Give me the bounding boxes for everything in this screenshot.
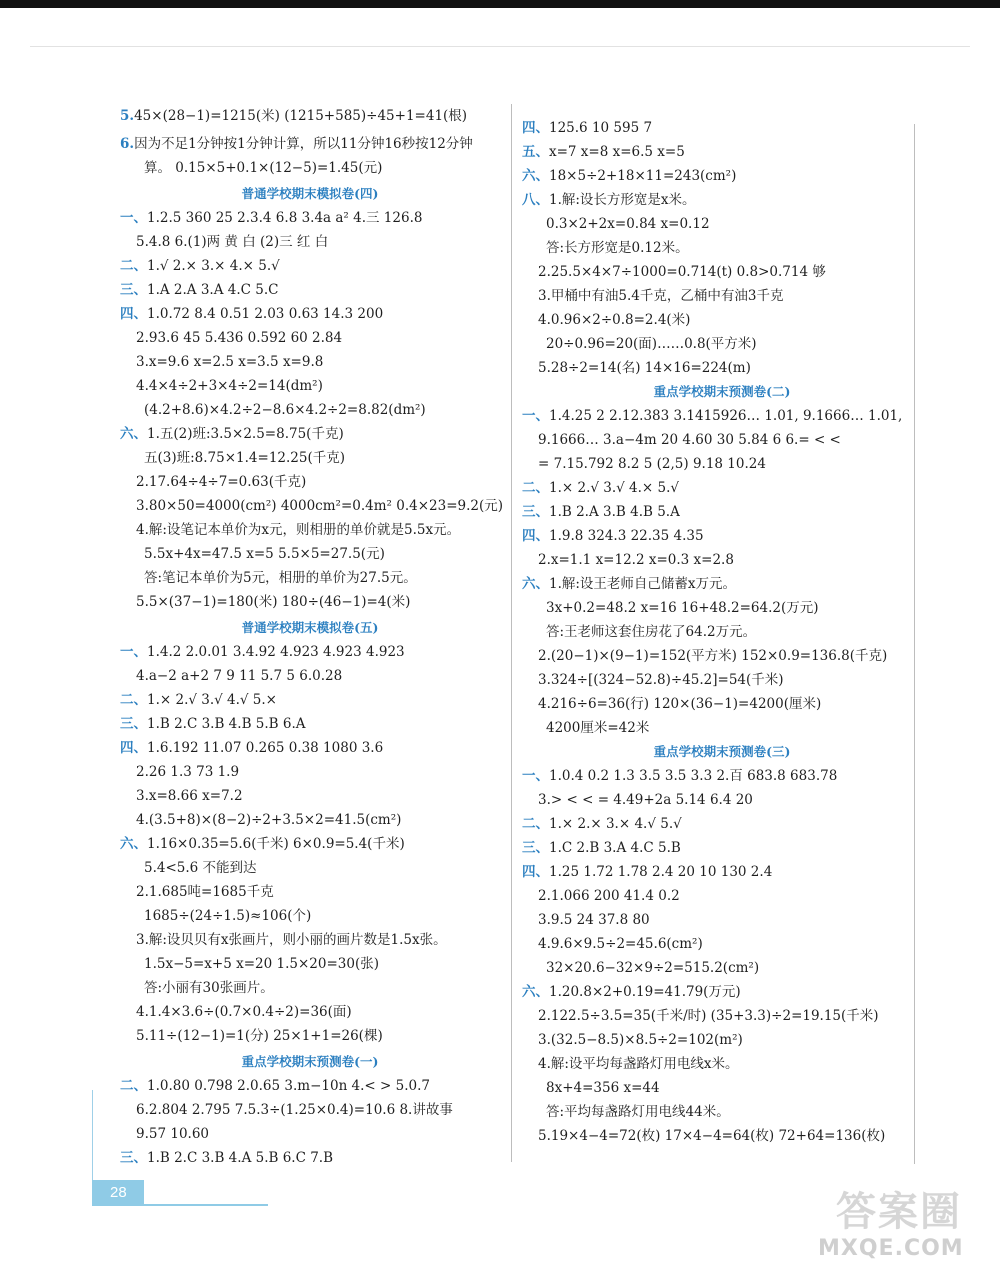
answer-line [136,786,243,806]
answer-text: 1.9.8 324.3 22.35 4.35 [549,528,704,544]
answer-line [538,1054,739,1074]
question-number: 一、 [522,768,549,784]
answer-line [144,954,379,974]
answer-text: 1.5x−5=x+5 x=20 1.5×20=30(张) [144,956,379,972]
answer-text: 答:小丽有30张画片。 [144,980,274,996]
answer-line [144,568,417,588]
answer-text: 4.4×4÷2+3×4÷2=14(dm²) [136,378,323,394]
answer-text: 1.6.192 11.07 0.265 0.38 1080 3.6 [147,740,384,756]
answer-line [538,670,784,690]
answer-line [538,1126,885,1146]
answer-text: 9.1666… 3.a−4m 20 4.60 30 5.84 6 6.= < < [538,432,841,448]
question-number: 八、 [522,192,549,208]
answer-text: 五(3)班:8.75×1.4=12.25(千克) [144,450,346,466]
answer-text: 1.解:设长方形宽是x米。 [549,192,696,208]
answer-text: 4.0.96×2÷0.8=2.4(米) [538,312,691,328]
section-title: 重点学校期末预测卷(二) [653,384,791,399]
answer-text: 5.5×(37−1)=180(米) 180÷(46−1)=4(米) [136,594,411,610]
answer-line [546,718,649,738]
answer-line [538,430,841,450]
question-number: 一、 [120,644,147,660]
answer-text: 4.解:设笔记本单价为x元，则相册的单价就是5.5x元。 [136,522,461,538]
answer-line [522,166,736,186]
answer-text: 1.五(2)班:3.5×2.5=8.75(千克) [147,426,344,442]
answer-line [120,1076,430,1096]
answer-text: 2.93.6 45 5.436 0.592 60 2.84 [136,330,343,346]
answer-text: 5.19×4−4=72(枚) 17×4−4=64(枚) 72+64=136(枚) [538,1128,886,1144]
question-number: 四、 [120,306,147,322]
answer-text: 因为不足1分钟按1分钟计算，所以11分钟16秒按12分钟 [134,136,473,152]
page-number: 28 [92,1180,144,1206]
answer-text: 5.4<5.6 不能到达 [144,860,257,876]
answer-text: 1.4.25 2 2.12.383 3.1415926… 1.01, 9.1666… 1.01, [549,408,903,424]
answer-text: 1.16×0.35=5.6(千米) 6×0.9=5.4(千米) [147,836,405,852]
answer-text: 1.× 2.√ 3.√ 4.√ 5.× [147,692,277,708]
answer-line [144,858,257,878]
answer-line [538,694,821,714]
answer-line [522,526,704,546]
answer-text: 6.2.804 2.795 7.5.3÷(1.25×0.4)=10.6 8.讲故事 [136,1102,453,1118]
answer-text: 1.25 1.72 1.78 2.4 20 10 130 2.4 [549,864,773,880]
answer-text: 1.0.80 0.798 2.0.65 3.m−10n 4.< > 5.0.7 [147,1078,430,1094]
answer-text: 3.x=9.6 x=2.5 x=3.5 x=9.8 [136,354,324,370]
answer-line [144,544,385,564]
answer-line [538,550,734,570]
question-number: 四、 [522,864,549,880]
answer-line [144,448,345,468]
question-number: 三、 [120,282,147,298]
question-number: 三、 [120,1150,147,1166]
answer-text: 4200厘米=42米 [546,720,650,736]
answer-line [144,400,426,420]
question-number: 六、 [120,426,147,442]
answer-line [546,238,689,258]
answer-line [522,574,736,594]
answer-text: 20÷0.96=20(面)……0.8(平方米) [546,336,757,352]
answer-line [136,592,410,612]
answer-line [120,280,278,300]
answer-text: 2.26 1.3 73 1.9 [136,764,240,780]
answer-line [538,934,703,954]
answer-line [136,1124,209,1144]
answer-text: 3.324÷[(324−52.8)÷45.2]=54(千米) [538,672,784,688]
answer-line [538,1030,743,1050]
question-number: 三、 [120,716,147,732]
answer-text: 3.x=8.66 x=7.2 [136,788,243,804]
answer-line [136,1100,453,1120]
answer-text: 4.1.4×3.6÷(0.7×0.4÷2)=36(面) [136,1004,352,1020]
answer-line [120,134,473,154]
answer-text: 32×20.6−32×9÷2=515.2(cm²) [546,960,760,976]
question-number: 二、 [120,1078,147,1094]
answer-line [522,406,902,426]
column-divider [511,104,512,1162]
answer-line [546,1102,730,1122]
section-title: 普通学校期末模拟卷(四) [241,186,379,201]
answer-text: 2.1.066 200 41.4 0.2 [538,888,680,904]
answer-text: 3.(32.5−8.5)×8.5÷2=102(m²) [538,1032,743,1048]
answer-line [120,714,306,734]
question-number: 六、 [120,836,147,852]
question-number: 四、 [522,120,549,136]
answer-line [546,598,819,618]
answer-text: 答:长方形宽是0.12米。 [546,240,689,256]
answer-text: 2.1.685吨=1685千克 [136,884,274,900]
answer-text: 1.√ 2.× 3.× 4.× 5.√ [147,258,280,274]
answer-line [136,328,342,348]
answer-line [136,376,323,396]
answer-text: 3.甲桶中有油5.4千克，乙桶中有油3千克 [538,288,784,304]
answer-line [546,1078,660,1098]
answer-line [538,286,783,306]
answer-line [538,1006,879,1026]
answer-text: 答:王老师这套住房花了64.2万元。 [546,624,757,640]
answer-line [546,958,759,978]
answer-line [522,838,681,858]
answer-text: 1.解:设王老师自己储蓄x万元。 [549,576,737,592]
question-number: 二、 [522,480,549,496]
answer-line [538,262,826,282]
answer-line [522,190,696,210]
answer-text: 2.25.5×4×7÷1000=0.714(t) 0.8>0.714 够 [538,264,826,280]
answer-text: 8x+4=356 x=44 [546,1080,660,1096]
answer-text: 18×5÷2+18×11=243(cm²) [549,168,737,184]
answer-text: 1.20.8×2+0.19=41.79(万元) [549,984,741,1000]
answer-line [546,334,757,354]
watermark-logo: 答案圈 [836,1189,962,1235]
question-number: 六、 [522,168,549,184]
answer-text: 3.80×50=4000(cm²) 4000cm²=0.4m² 0.4×23=9.2(元) [136,498,504,514]
answer-text: 2.x=1.1 x=12.2 x=0.3 x=2.8 [538,552,734,568]
answer-text: x=7 x=8 x=6.5 x=5 [549,144,685,160]
question-number: 5. [120,108,135,124]
answer-text: 1.0.4 0.2 1.3 3.5 3.5 3.3 2.百 683.8 683.78 [549,768,838,784]
answer-text: 1685÷(24÷1.5)≈106(个) [144,908,312,924]
answer-line [522,814,682,834]
answer-text: 4.(3.5+8)×(8−2)÷2+3.5×2=41.5(cm²) [136,812,402,828]
question-number: 六、 [522,984,549,1000]
answer-text: 算。 0.15×5+0.1×(12−5)=1.45(元) [144,160,383,176]
answer-line [136,930,447,950]
answer-line [136,520,460,540]
answer-text: 1.0.72 8.4 0.51 2.03 0.63 14.3 200 [147,306,384,322]
answer-text: 1.B 2.A 3.B 4.B 5.A [549,504,680,520]
answer-text: 2.122.5÷3.5=35(千米/时) (35+3.3)÷2=19.15(千米) [538,1008,879,1024]
answer-line [136,496,503,516]
answer-line [522,862,772,882]
answer-text: 答:笔记本单价为5元，相册的单价为27.5元。 [144,570,417,586]
answer-line [120,304,383,324]
answer-line [136,352,323,372]
answer-line [136,1002,352,1022]
answer-text: 4.解:设平均每盏路灯用电线x米。 [538,1056,739,1072]
answer-line [120,738,383,758]
answer-text: 1.× 2.× 3.× 4.√ 5.√ [549,816,682,832]
answer-text: 9.57 10.60 [136,1126,209,1142]
question-number: 6. [120,136,135,152]
answer-text: 0.3×2+2x=0.84 x=0.12 [546,216,710,232]
answer-text: 5.5x+4x=47.5 x=5 5.5×5=27.5(元) [144,546,385,562]
answer-text: 1.2.5 360 25 2.3.4 6.8 3.4a a² 4.三 126.8 [147,210,423,226]
answer-line [538,454,766,474]
answer-line [120,256,280,276]
answer-line [538,790,753,810]
answer-line [120,424,344,444]
answer-text: 1.× 2.√ 3.√ 4.× 5.√ [549,480,679,496]
answer-text: 3.> < < = 4.49+2a 5.14 6.4 20 [538,792,753,808]
answer-text: 45×(28−1)=1215(米) (1215+585)÷45+1=41(根) [134,108,468,124]
answer-line [120,1148,333,1168]
answer-text: 5.11÷(12−1)=1(分) 25×1+1=26(棵) [136,1028,383,1044]
question-number: 三、 [522,504,549,520]
top-bar [0,0,1000,8]
answer-line [120,834,405,854]
question-number: 二、 [120,258,147,274]
answer-text: 2.17.64÷4÷7=0.63(千克) [136,474,307,490]
answer-text: 125.6 10 595 7 [549,120,653,136]
answer-line [144,158,382,178]
answer-line [120,208,422,228]
answer-line [522,142,685,162]
answer-line [538,886,680,906]
question-number: 一、 [522,408,549,424]
question-number: 六、 [522,576,549,592]
answer-line [522,502,680,522]
answer-line [136,666,342,686]
question-number: 三、 [522,840,549,856]
page-number-rule [144,1204,268,1206]
answer-text: 3.9.5 24 37.8 80 [538,912,650,928]
answer-line [144,978,274,998]
answer-text: 3x+0.2=48.2 x=16 16+48.2=64.2(万元) [546,600,819,616]
answer-line [120,106,467,126]
answer-line [522,982,741,1002]
answer-line [538,358,751,378]
answer-text: 1.C 2.B 3.A 4.C 5.B [549,840,681,856]
answer-text: 4.9.6×9.5÷2=45.6(cm²) [538,936,703,952]
answer-line [120,642,405,662]
answer-text: 2.(20−1)×(9−1)=152(平方米) 152×0.9=136.8(千克) [538,648,888,664]
answer-line [538,310,690,330]
answer-line [538,910,650,930]
answer-text: 1.B 2.C 3.B 4.A 5.B 6.C 7.B [147,1150,334,1166]
watermark-url: MXQE.COM [818,1236,964,1261]
answer-line [136,472,306,492]
answer-text: = 7.15.792 8.2 5 (2,5) 9.18 10.24 [538,456,766,472]
answer-line [136,1026,383,1046]
question-number: 四、 [522,528,549,544]
answer-line [144,906,311,926]
answer-text: 1.4.2 2.0.01 3.4.92 4.923 4.923 4.923 [147,644,405,660]
answer-line [522,118,652,138]
answer-line [546,214,710,234]
answer-line [136,882,274,902]
answer-text: 3.解:设贝贝有x张画片，则小丽的画片数是1.5x张。 [136,932,447,948]
answer-text: 1.B 2.C 3.B 4.B 5.B 6.A [147,716,306,732]
section-title: 重点学校期末预测卷(一) [241,1054,379,1069]
answer-line [546,622,756,642]
top-rule [30,46,970,47]
answer-text: (4.2+8.6)×4.2÷2−8.6×4.2÷2=8.82(dm²) [144,402,426,418]
section-title: 普通学校期末模拟卷(五) [241,620,379,635]
answer-line [538,646,887,666]
right-margin-rule [914,124,915,1164]
answer-text: 5.4.8 6.(1)两 黄 白 (2)三 红 白 [136,234,329,250]
answer-line [136,762,239,782]
question-number: 二、 [120,692,147,708]
answer-text: 1.A 2.A 3.A 4.C 5.C [147,282,279,298]
answer-text: 5.28÷2=14(名) 14×16=224(m) [538,360,751,376]
question-number: 一、 [120,210,147,226]
answer-line [522,766,837,786]
answer-line [136,232,328,252]
answer-line [136,810,401,830]
answer-text: 答:平均每盏路灯用电线44米。 [546,1104,730,1120]
question-number: 二、 [522,816,549,832]
section-title: 重点学校期末预测卷(三) [653,744,791,759]
answer-text: 4.216÷6=36(行) 120×(36−1)=4200(厘米) [538,696,822,712]
question-number: 四、 [120,740,147,756]
answer-line [522,478,679,498]
question-number: 五、 [522,144,549,160]
answer-line [120,690,277,710]
answer-text: 4.a−2 a+2 7 9 11 5.7 5 6.0.28 [136,668,343,684]
